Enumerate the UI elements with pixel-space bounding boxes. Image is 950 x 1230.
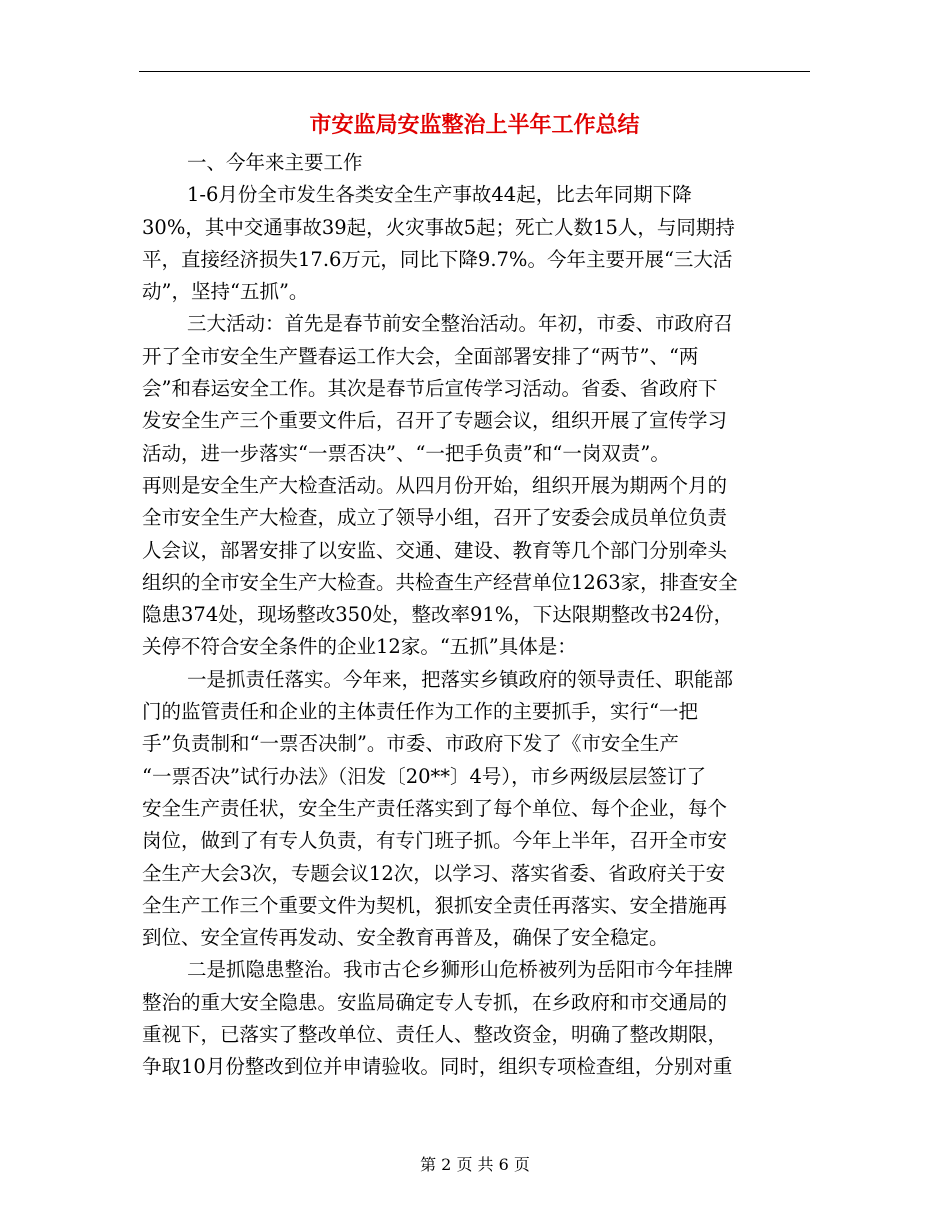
text-line: 关停不符合安全条件的企业12家。“五抓”具体是： — [142, 635, 577, 659]
text-line: 再则是安全生产大检查活动。从四月份开始，组织开展为期两个月的 — [142, 473, 728, 497]
text-line: 平，直接经济损失17.6万元，同比下降9.7%。今年主要开展“三大活 — [142, 247, 733, 271]
text-line: 整治的重大安全隐患。安监局确定专人专抓，在乡政府和市交通局的 — [142, 990, 728, 1014]
text-line: 安全生产责任状，安全生产责任落实到了每个单位、每个企业，每个 — [142, 796, 728, 820]
text-line: “一票否决”试行办法》（汨发〔20**〕4号），市乡两级层层签订了 — [142, 764, 707, 788]
page-footer: 第 2 页 共 6 页 — [420, 1155, 530, 1174]
paragraph — [142, 147, 812, 179]
document-title: 市安监局安监整治上半年工作总结 — [309, 112, 640, 138]
text-line: 发安全生产三个重要文件后，召开了专题会议，组织开展了宣传学习 — [142, 409, 728, 433]
text-line: 一、今年来主要工作 — [187, 151, 363, 174]
text-line: 到位、安全宣传再发动、安全教育再普及，确保了安全稳定。 — [142, 926, 669, 950]
text-line: 会”和春运安全工作。其次是春节后宣传学习活动。省委、省政府下 — [142, 377, 718, 401]
text-line: 隐患374处，现场整改350处，整改率91%，下达限期整改书24份， — [142, 603, 734, 627]
text-line: 门的监管责任和企业的主体责任作为工作的主要抓手，实行“一把 — [142, 700, 698, 724]
text-line: 三大活动：首先是春节前安全整治活动。年初，市委、市政府召 — [187, 312, 734, 336]
paragraph — [142, 954, 812, 1083]
text-line: 全生产大会3次，专题会议12次，以学习、落实省委、省政府关于安 — [142, 861, 726, 885]
text-line: 争取10月份整改到位并申请验收。同时，组织专项检查组，分别对重 — [142, 1055, 733, 1079]
text-line: 人会议，部署安排了以安监、交通、建设、教育等几个部门分别牵头 — [142, 538, 728, 562]
text-line: 一是抓责任落实。今年来，把落实乡镇政府的领导责任、职能部 — [187, 667, 734, 691]
paragraph — [142, 664, 812, 955]
header-rule — [139, 71, 810, 72]
paragraph — [142, 179, 812, 308]
paragraph — [142, 308, 812, 663]
text-line: 全生产工作三个重要文件为契机，狠抓安全责任再落实、安全措施再 — [142, 893, 728, 917]
text-line: 重视下，已落实了整改单位、责任人、整改资金，明确了整改期限， — [142, 1023, 728, 1047]
text-line: 30%，其中交通事故39起，火灾事故5起；死亡人数15人，与同期持 — [142, 215, 735, 239]
text-line: 动”，坚持“五抓”。 — [142, 280, 309, 304]
text-line: 组织的全市安全生产大检查。共检查生产经营单位1263家，排查安全 — [142, 570, 738, 594]
text-line: 手”负责制和“一票否决制”。市委、市政府下发了《市安全生产 — [142, 732, 679, 756]
document-body — [142, 147, 812, 1084]
text-line: 开了全市安全生产暨春运工作大会，全面部署安排了“两节”、“两 — [142, 344, 699, 368]
text-line: 二是抓隐患整治。我市古仑乡狮形山危桥被列为岳阳市今年挂牌 — [187, 958, 734, 982]
text-line: 岗位，做到了有专人负责，有专门班子抓。今年上半年，召开全市安 — [142, 829, 728, 853]
text-line: 1-6月份全市发生各类安全生产事故44起，比去年同期下降 — [187, 183, 692, 207]
text-line: 活动，进一步落实“一票否决”、“一把手负责”和“一岗双责”。 — [142, 441, 670, 465]
text-line: 全市安全生产大检查，成立了领导小组，召开了安委会成员单位负责 — [142, 506, 728, 530]
